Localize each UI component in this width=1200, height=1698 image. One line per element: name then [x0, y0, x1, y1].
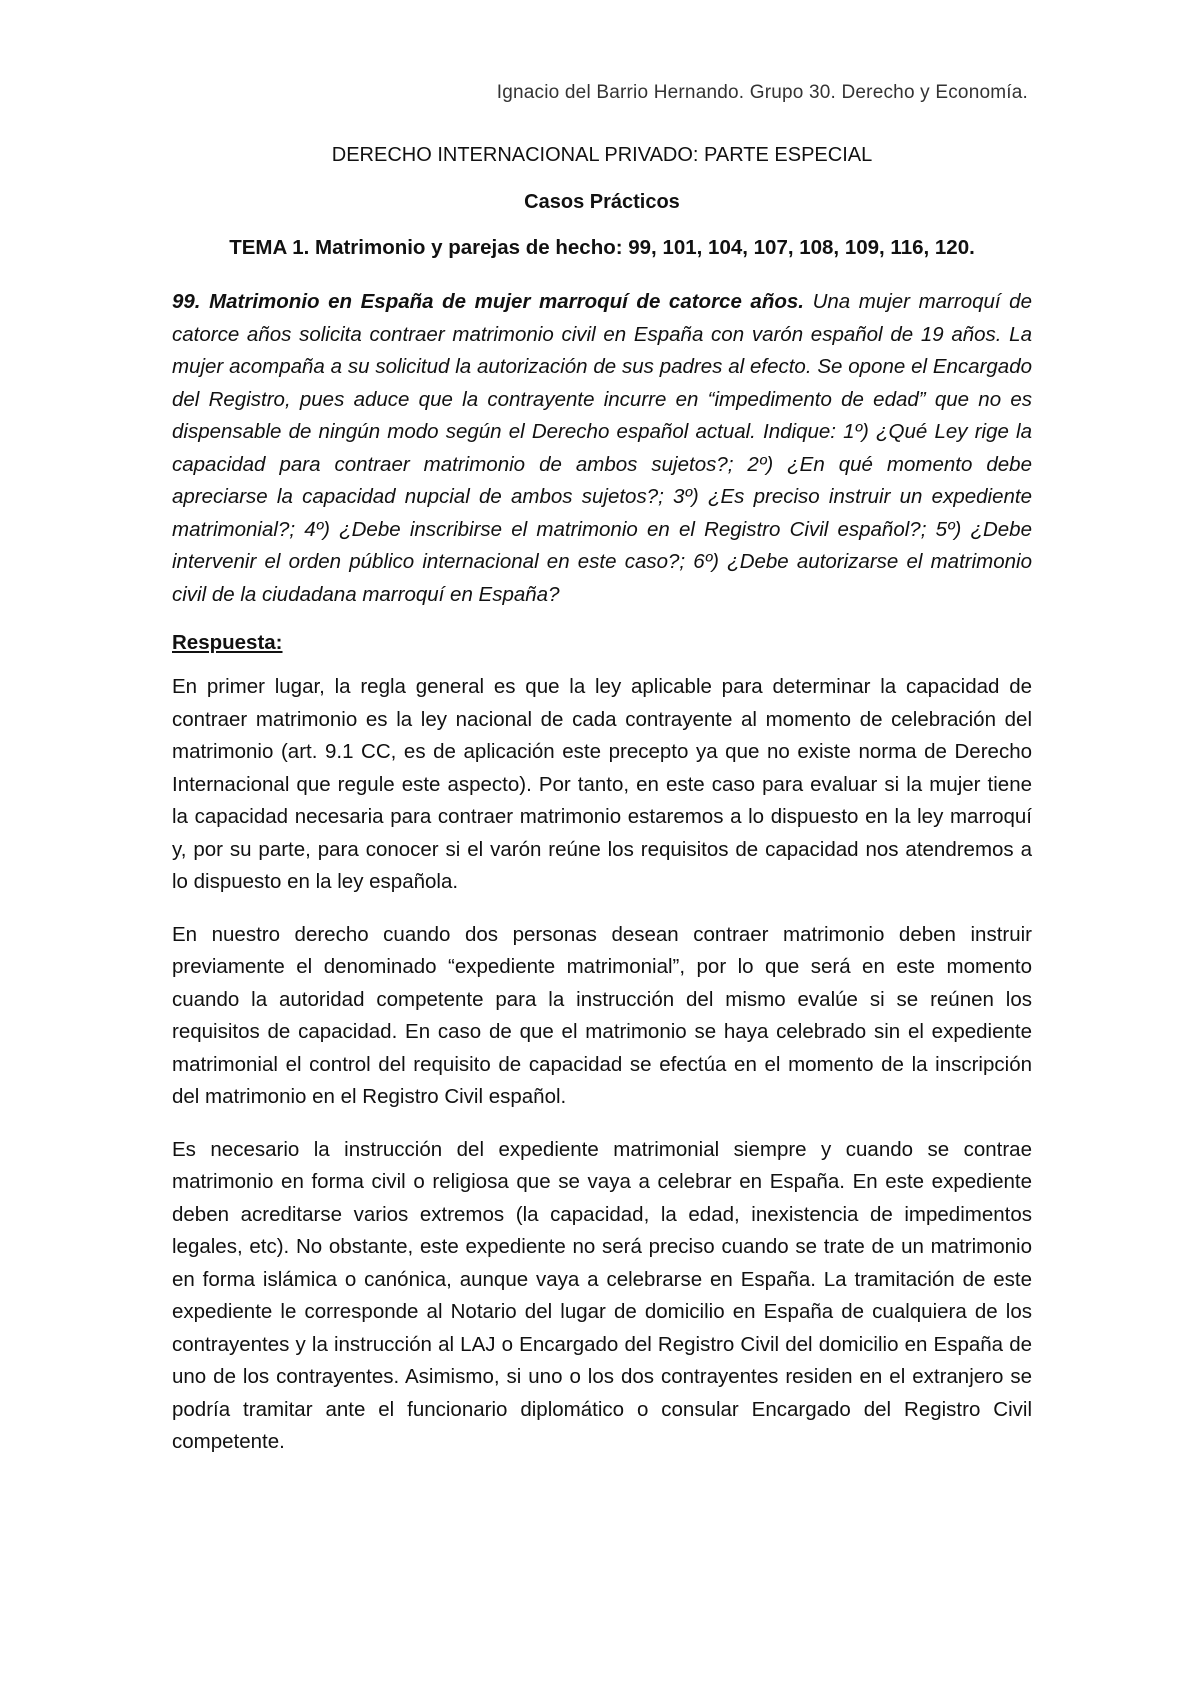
case-title: 99. Matrimonio en España de mujer marroquí de catorce años. [172, 290, 804, 313]
answer-heading: Respuesta: [172, 631, 283, 654]
author-header: Ignacio del Barrio Hernando. Grupo 30. Derecho y Economía. [496, 82, 1028, 103]
topic-heading: TEMA 1. Matrimonio y parejas de hecho: 99, 101, 104, 107, 108, 109, 116, 120. [229, 236, 975, 259]
answer-paragraph: Es necesario la instrucción del expediente matrimonial siempre y cuando se contrae matrimonio en forma civil o religiosa que se vaya a celebrar en España. En este expediente deben acreditarse varios extremos (la capacidad, la edad, inexistencia de impedimentos legales, etc). No obstante, este expediente no será preciso cuando se trate de un matrimonio en forma islámica o canónica, aunque vaya a celebrarse en España. La tramitación de este expediente le corresponde al Notario del lugar de domicilio en España de cualquiera de los contrayentes y la instrucción al LAJ o Encargado del Registro Civil del domicilio en España de uno de los contrayentes. Asimismo, si uno o los dos contrayentes residen en el extranjero se podría tramitar ante el funcionario diplomático o consular Encargado del Registro Civil competente. [172, 1137, 1032, 1453]
document-subtitle: Casos Prácticos [524, 191, 680, 213]
document-body [172, 144, 1032, 1479]
case-text: Una mujer marroquí de catorce años solicita contraer matrimonio civil en España con varón español de 19 años. La mujer acompaña a su solicitud la autorización de sus padres al efecto. Se opone el Encargado del Registro, pues aduce que la contrayente incurre en “impedimento de edad” que no es dispensable de ningún modo según el Derecho español actual. Indique: 1º) ¿Qué Ley rige la capacidad para contraer matrimonio de ambos sujetos?; 2º) ¿En qué momento debe apreciarse la capacidad nupcial de ambos sujetos?; 3º) ¿Es preciso instruir un expediente matrimonial?; 4º) ¿Debe inscribirse el matrimonio en el Registro Civil español?; 5º) ¿Debe intervenir el orden público internacional en este caso?; 6º) ¿Debe autorizarse el matrimonio civil de la ciudadana marroquí en España? [172, 290, 1032, 606]
answer-paragraph: En primer lugar, la regla general es que la ley aplicable para determinar la capacidad de contraer matrimonio es la ley nacional de cada contrayente al momento de celebración del matrimonio (art. 9.1 CC, es de aplicación este precepto ya que no existe norma de Derecho Internacional que regule este aspecto). Por tanto, en este caso para evaluar si la mujer tiene la capacidad necesaria para contraer matrimonio estaremos a lo dispuesto en la ley marroquí y, por su parte, para conocer si el varón reúne los requisitos de capacidad nos atendremos a lo dispuesto en la ley española. [172, 675, 1032, 893]
answer-paragraph: En nuestro derecho cuando dos personas desean contraer matrimonio deben instruir previamente el denominado “expediente matrimonial”, por lo que será en este momento cuando la autoridad competente para la instrucción del mismo evalúe si se reúnen los requisitos de capacidad. En caso de que el matrimonio se haya celebrado sin el expediente matrimonial el control del requisito de capacidad se efectúa en el momento de la inscripción del matrimonio en el Registro Civil español. [172, 922, 1032, 1108]
case-statement [172, 286, 1032, 611]
document-title: DERECHO INTERNACIONAL PRIVADO: PARTE ESPECIAL [331, 144, 873, 166]
